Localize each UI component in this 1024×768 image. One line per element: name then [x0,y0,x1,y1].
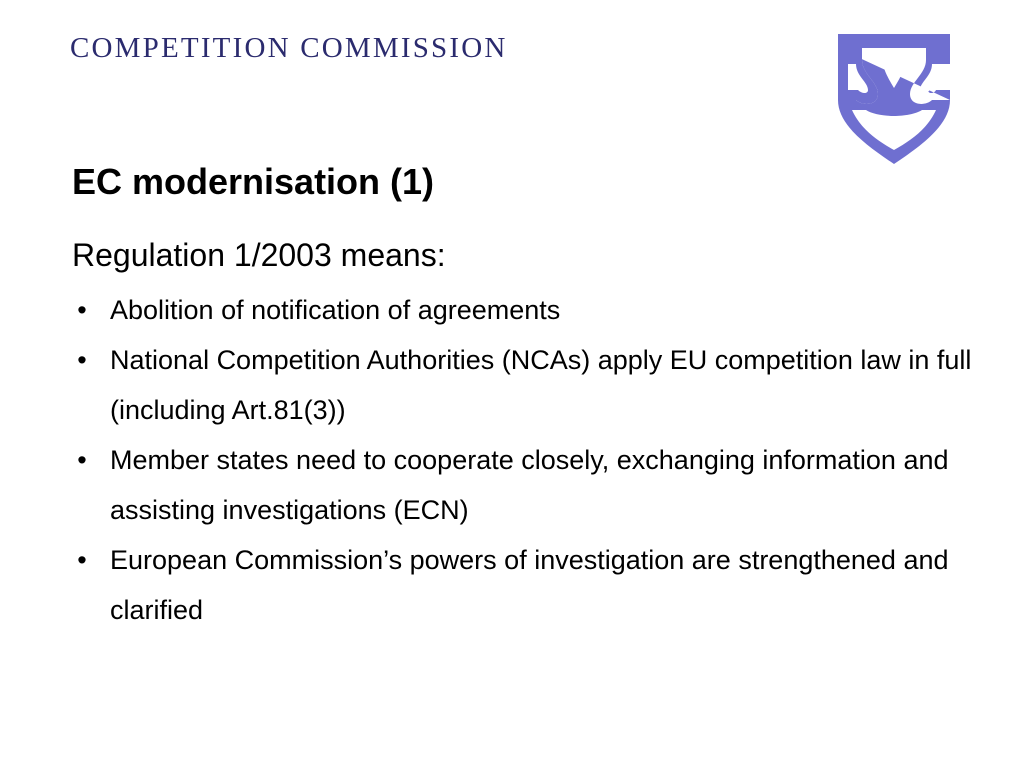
bullet-item-4 [72,535,972,635]
bullet-item-2 [72,335,972,435]
bullet-list [72,285,972,635]
bullet-marker: • [77,545,87,575]
bullet-marker: • [77,445,87,475]
competition-commission-logo-icon [836,34,952,166]
slide-title: EC modernisation (1) [72,161,435,202]
organisation-header: COMPETITION COMMISSION [70,32,508,64]
bullet-text: Member states need to cooperate closely, exchanging information and assisting investigations (ECN) [110,445,949,525]
bullet-item-3 [72,435,972,535]
bullet-item-1 [72,285,972,335]
bullet-text: Abolition of notification of agreements [110,295,561,325]
bullet-text: European Commission’s powers of investigation are strengthened and clarified [110,545,949,625]
intro-text: Regulation 1/2003 means: [72,237,446,273]
bullet-text: National Competition Authorities (NCAs) apply EU competition law in full (including Art.81(3)) [110,345,972,425]
logo-top-bar [838,34,950,48]
bullet-marker: • [77,345,87,375]
bullet-marker: • [77,295,87,325]
